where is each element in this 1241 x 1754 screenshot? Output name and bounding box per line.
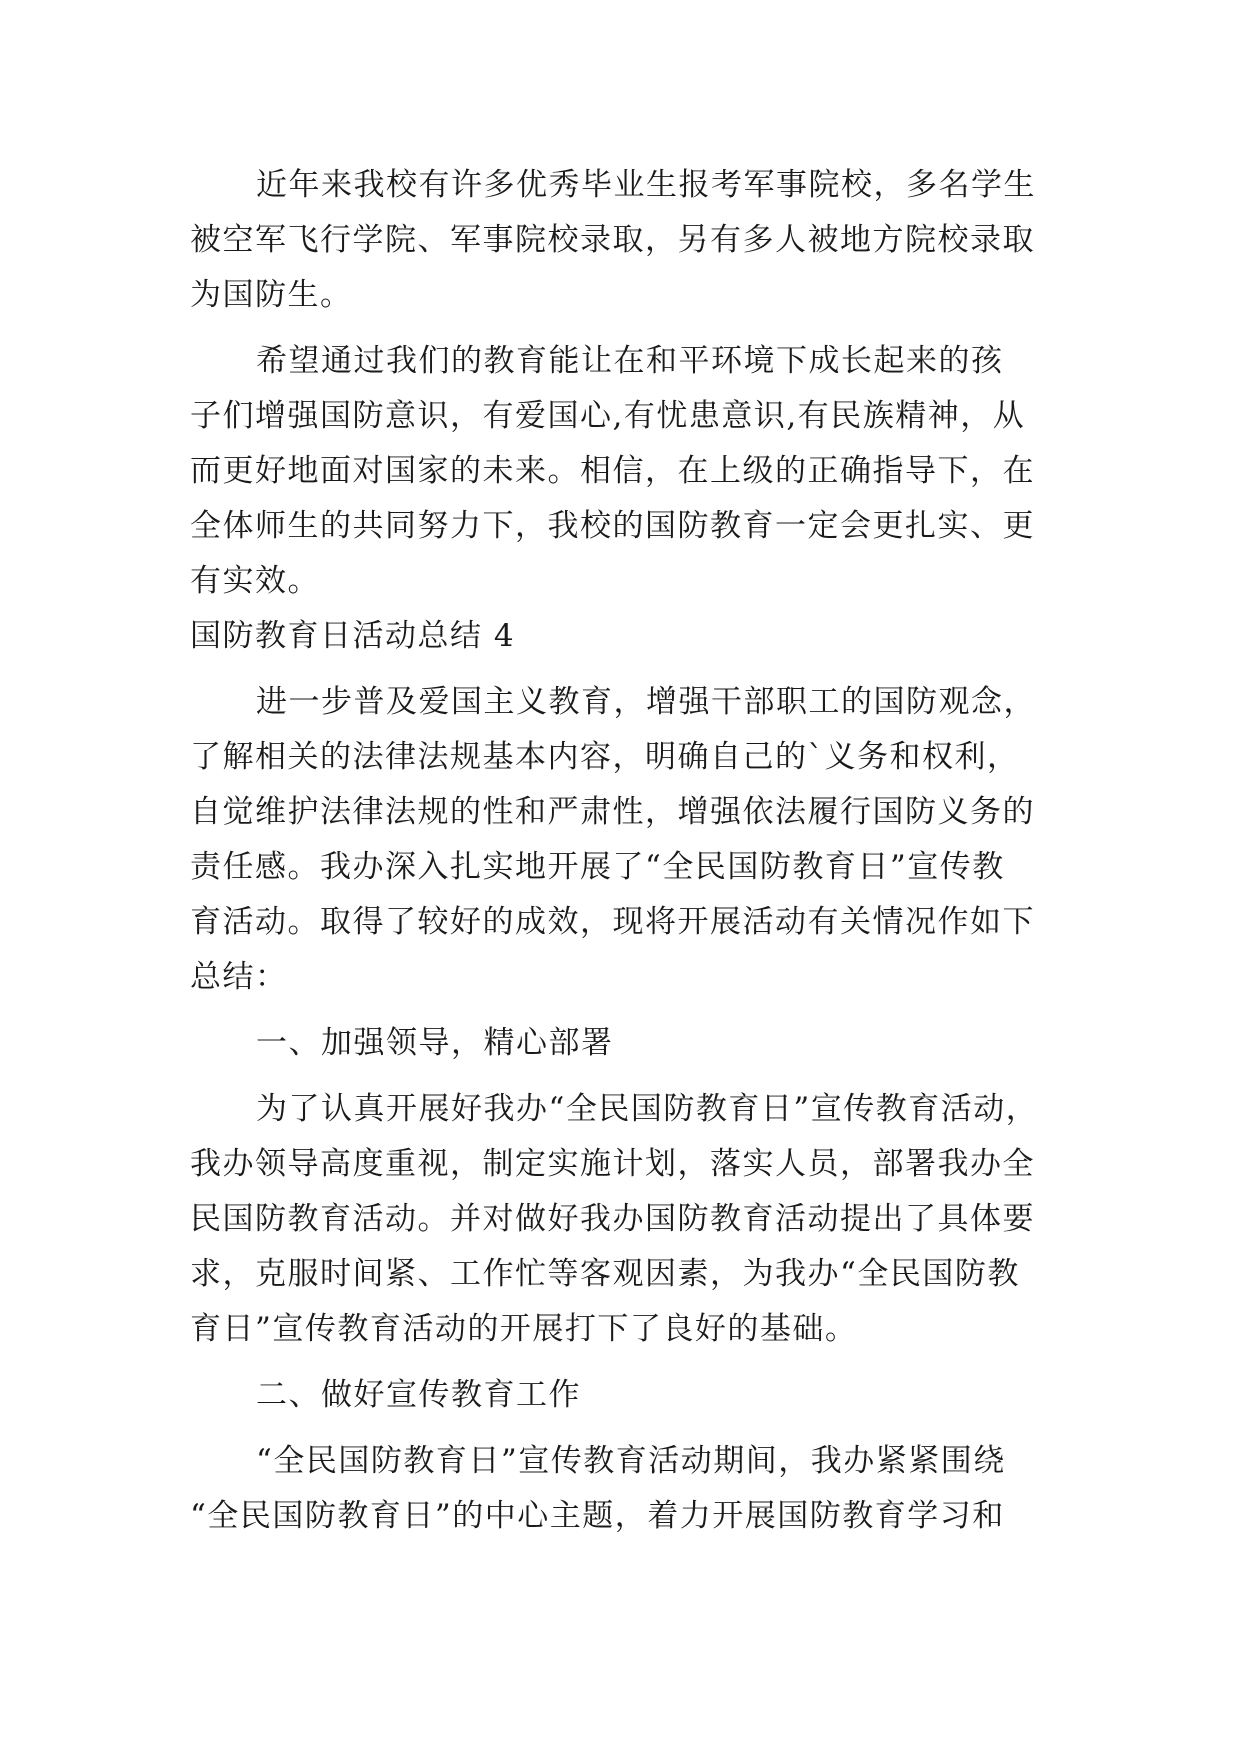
paragraph-2-line-5: 有实效。 bbox=[190, 563, 320, 599]
paragraph-3-line-2: 了解相关的法律法规基本内容，明确自己的`义务和权利， bbox=[190, 739, 1020, 775]
paragraph-2-line-4: 全体师生的共同努力下，我校的国防教育一定会更扎实、更 bbox=[190, 508, 1035, 544]
paragraph-3-line-3: 自觉维护法律法规的性和严肃性，增强依法履行国防义务的 bbox=[190, 794, 1035, 830]
paragraph-3-line-4: 责任感。我办深入扎实地开展了“全民国防教育日”宣传教 bbox=[190, 849, 1005, 885]
paragraph-4-line-3: 民国防教育活动。并对做好我办国防教育活动提出了具体要 bbox=[190, 1201, 1035, 1237]
paragraph-1-line-3: 为国防生。 bbox=[190, 277, 353, 313]
paragraph-4-line-4: 求，克服时间紧、工作忙等客观因素，为我办“全民国防教 bbox=[190, 1256, 1020, 1292]
paragraph-2-line-3: 而更好地面对国家的未来。相信，在上级的正确指导下，在 bbox=[190, 453, 1035, 489]
paragraph-3-line-5: 育活动。取得了较好的成效，现将开展活动有关情况作如下 bbox=[190, 904, 1035, 940]
paragraph-5-line-2: “全民国防教育日”的中心主题，着力开展国防教育学习和 bbox=[190, 1498, 1005, 1534]
paragraph-3-line-1: 进一步普及爱国主义教育，增强干部职工的国防观念， bbox=[256, 684, 1036, 720]
paragraph-5-line-1: “全民国防教育日”宣传教育活动期间，我办紧紧围绕 bbox=[256, 1443, 1006, 1479]
section-heading: 国防教育日活动总结 4 bbox=[190, 618, 516, 654]
paragraph-4-line-2: 我办领导高度重视，制定实施计划，落实人员，部署我办全 bbox=[190, 1146, 1035, 1182]
paragraph-4-line-5: 育日”宣传教育活动的开展打下了良好的基础。 bbox=[190, 1311, 858, 1347]
subheading-2: 二、做好宣传教育工作 bbox=[256, 1377, 581, 1413]
paragraph-2-line-1: 希望通过我们的教育能让在和平环境下成长起来的孩 bbox=[256, 343, 1004, 379]
paragraph-2-line-2: 子们增强国防意识，有爱国心,有忧患意识,有民族精神，从 bbox=[190, 398, 1026, 434]
paragraph-1-line-1: 近年来我校有许多优秀毕业生报考军事院校，多名学生 bbox=[256, 167, 1036, 203]
paragraph-1-line-2: 被空军飞行学院、军事院校录取，另有多人被地方院校录取 bbox=[190, 222, 1035, 258]
paragraph-4-line-1: 为了认真开展好我办“全民国防教育日”宣传教育活动， bbox=[256, 1091, 1039, 1127]
subheading-1: 一、加强领导，精心部署 bbox=[256, 1025, 614, 1061]
paragraph-3-line-6: 总结： bbox=[190, 959, 288, 995]
